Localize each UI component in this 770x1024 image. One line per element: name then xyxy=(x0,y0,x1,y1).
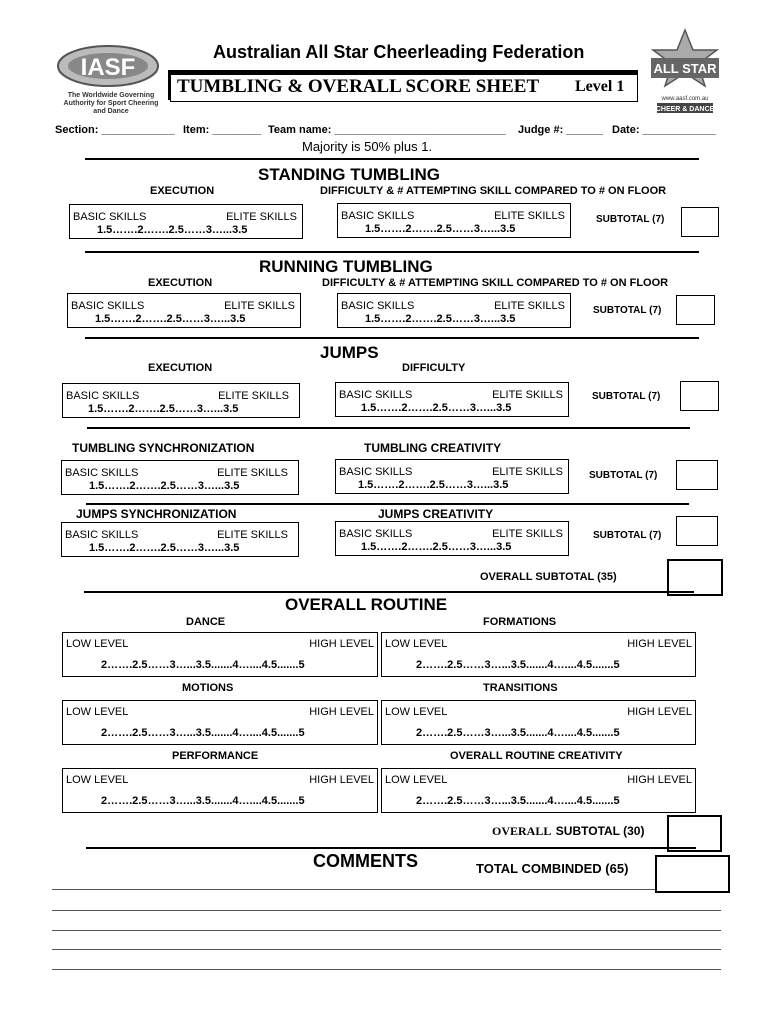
jumps-sync-subtotal-box[interactable] xyxy=(676,516,718,546)
dance-scale[interactable] xyxy=(62,632,378,677)
low-label: LOW LEVEL xyxy=(66,706,129,718)
overall-routine-title: OVERALL ROUTINE xyxy=(285,595,448,614)
low-label: LOW LEVEL xyxy=(385,774,448,786)
score-scale: 1.5…….2…….2.5……3…...3.5 xyxy=(361,402,512,414)
divider xyxy=(84,591,694,593)
majority-note: Majority is 50% plus 1. xyxy=(302,139,433,154)
transitions-scale[interactable] xyxy=(381,700,696,745)
standing-execution-scale[interactable] xyxy=(69,204,303,239)
elite-label: ELITE SKILLS xyxy=(492,528,563,540)
elite-label: ELITE SKILLS xyxy=(492,389,563,401)
running-difficulty-scale[interactable] xyxy=(337,293,571,328)
routine-creativity-scale[interactable] xyxy=(381,768,696,813)
score-scale: 1.5…….2…….2.5……3…...3.5 xyxy=(95,313,246,325)
score-scale: 2…….2.5……3…...3.5.......4…....4.5.......5 xyxy=(101,727,305,739)
comment-line[interactable] xyxy=(52,949,721,950)
transitions-head: TRANSITIONS xyxy=(483,682,558,694)
divider xyxy=(86,847,696,849)
running-title: RUNNING TUMBLING xyxy=(259,257,433,276)
score-scale: 1.5…….2…….2.5……3…...3.5 xyxy=(89,542,240,554)
running-left-head: EXECUTION xyxy=(148,277,213,289)
score-scale: 1.5…….2…….2.5……3…...3.5 xyxy=(365,223,516,235)
aasf-logo-sub: CHEER & DANCE xyxy=(655,106,715,113)
divider xyxy=(86,503,689,505)
score-scale: 1.5…….2…….2.5……3…...3.5 xyxy=(361,541,512,553)
tumbling-sync-head: TUMBLING SYNCHRONIZATION xyxy=(72,441,255,455)
elite-label: ELITE SKILLS xyxy=(494,300,565,312)
score-scale: 1.5…….2…….2.5……3…...3.5 xyxy=(97,224,248,236)
subtotal-30-text: SUBTOTAL (30) xyxy=(555,824,645,838)
team-name-field[interactable]: Team name: ____________________________ xyxy=(268,124,506,136)
routine-creativity-head: OVERALL ROUTINE CREATIVITY xyxy=(450,750,623,762)
running-execution-scale[interactable] xyxy=(67,293,301,328)
date-field[interactable]: Date: ____________ xyxy=(612,124,716,136)
running-right-head: DIFFICULTY & # ATTEMPTING SKILL COMPARED TO # ON FLOOR xyxy=(322,277,669,289)
total-combined-box[interactable] xyxy=(655,855,730,893)
judge-field[interactable]: Judge #: ______ xyxy=(518,124,603,136)
motions-scale[interactable] xyxy=(62,700,378,745)
jumps-sync-scale[interactable] xyxy=(61,522,299,557)
subtotal-label: SUBTOTAL (7) xyxy=(589,470,658,481)
elite-label: ELITE SKILLS xyxy=(218,390,289,402)
comment-line[interactable] xyxy=(52,969,721,970)
subtotal-label: SUBTOTAL (7) xyxy=(593,530,662,541)
elite-label: ELITE SKILLS xyxy=(226,211,297,223)
iasf-logo xyxy=(55,42,165,117)
formations-head: FORMATIONS xyxy=(483,616,557,628)
standing-left-head: EXECUTION xyxy=(150,185,215,197)
score-scale: 2…….2.5……3…...3.5.......4…....4.5.......5 xyxy=(416,727,620,739)
tumbling-sync-scale[interactable] xyxy=(61,460,299,495)
divider xyxy=(85,337,699,339)
basic-label: BASIC SKILLS xyxy=(339,389,413,401)
sheet-title-text: TUMBLING & OVERALL SCORE SHEET xyxy=(177,76,540,97)
score-scale: 1.5…….2…….2.5……3…...3.5 xyxy=(365,313,516,325)
basic-label: BASIC SKILLS xyxy=(339,466,413,478)
low-label: LOW LEVEL xyxy=(385,638,448,650)
score-scale: 1.5…….2…….2.5……3…...3.5 xyxy=(358,479,509,491)
performance-head: PERFORMANCE xyxy=(172,750,259,762)
sheet-title xyxy=(170,74,638,102)
basic-label: BASIC SKILLS xyxy=(66,390,140,402)
high-label: HIGH LEVEL xyxy=(309,638,374,650)
jumps-sync-head: JUMPS SYNCHRONIZATION xyxy=(76,507,237,521)
aasf-logo-text: ALL STAR xyxy=(653,61,717,76)
low-label: LOW LEVEL xyxy=(385,706,448,718)
jumps-right-head: DIFFICULTY xyxy=(402,362,466,374)
sheet-level: Level 1 xyxy=(575,78,625,95)
score-scale: 2…….2.5……3…...3.5.......4…....4.5.......5 xyxy=(416,659,620,671)
jumps-difficulty-scale[interactable] xyxy=(335,382,569,417)
item-field[interactable]: Item: ________ xyxy=(183,124,262,136)
elite-label: ELITE SKILLS xyxy=(217,529,288,541)
performance-scale[interactable] xyxy=(62,768,378,813)
basic-label: BASIC SKILLS xyxy=(73,211,147,223)
formations-scale[interactable] xyxy=(381,632,696,677)
comment-line[interactable] xyxy=(52,910,721,911)
elite-label: ELITE SKILLS xyxy=(494,210,565,222)
comments-title: COMMENTS xyxy=(313,851,418,871)
jumps-title: JUMPS xyxy=(320,343,379,362)
elite-label: ELITE SKILLS xyxy=(224,300,295,312)
jumps-execution-scale[interactable] xyxy=(62,383,300,418)
divider xyxy=(85,158,699,160)
standing-difficulty-scale[interactable] xyxy=(337,203,571,238)
score-scale: 1.5…….2…….2.5……3…...3.5 xyxy=(88,403,239,415)
section-field[interactable]: Section: ____________ xyxy=(55,124,175,136)
basic-label: BASIC SKILLS xyxy=(341,300,415,312)
subtotal-label: SUBTOTAL (7) xyxy=(592,391,661,402)
high-label: HIGH LEVEL xyxy=(309,774,374,786)
overall-word: OVERALL xyxy=(492,824,552,838)
logo-tagline: The Worldwide Governing Authority for Sport Cheering and Dance xyxy=(63,92,159,115)
basic-label: BASIC SKILLS xyxy=(339,528,413,540)
divider xyxy=(87,427,690,429)
subtotal-label: SUBTOTAL (7) xyxy=(593,305,662,316)
jumps-left-head: EXECUTION xyxy=(148,362,213,374)
comment-line[interactable] xyxy=(52,889,655,890)
high-label: HIGH LEVEL xyxy=(627,774,692,786)
basic-label: BASIC SKILLS xyxy=(65,467,139,479)
basic-label: BASIC SKILLS xyxy=(71,300,145,312)
overall-subtotal-30-label xyxy=(492,822,644,840)
jumps-creativity-scale[interactable] xyxy=(335,521,569,556)
score-scale: 2…….2.5……3…...3.5.......4…....4.5.......5 xyxy=(101,659,305,671)
org-title: Australian All Star Cheerleading Federation xyxy=(213,42,585,62)
score-scale: 2…….2.5……3…...3.5.......4…....4.5.......5 xyxy=(101,795,305,807)
basic-label: BASIC SKILLS xyxy=(65,529,139,541)
standing-right-head: DIFFICULTY & # ATTEMPTING SKILL COMPARED TO # ON FLOOR xyxy=(320,185,667,197)
high-label: HIGH LEVEL xyxy=(627,638,692,650)
aasf-logo xyxy=(645,28,725,114)
elite-label: ELITE SKILLS xyxy=(217,467,288,479)
basic-label: BASIC SKILLS xyxy=(341,210,415,222)
high-label: HIGH LEVEL xyxy=(309,706,374,718)
high-label: HIGH LEVEL xyxy=(627,706,692,718)
svg-text:IASF: IASF xyxy=(80,54,136,81)
low-label: LOW LEVEL xyxy=(66,774,129,786)
running-subtotal-box[interactable] xyxy=(676,295,715,325)
subtotal-label: SUBTOTAL (7) xyxy=(596,214,665,225)
divider xyxy=(85,251,699,253)
motions-head: MOTIONS xyxy=(182,682,234,694)
standing-subtotal-box[interactable] xyxy=(681,207,719,237)
score-scale: 1.5…….2…….2.5……3…...3.5 xyxy=(89,480,240,492)
standing-title: STANDING TUMBLING xyxy=(258,165,440,184)
tumbling-creativity-scale[interactable] xyxy=(335,459,569,494)
score-scale: 2…….2.5……3…...3.5.......4…....4.5.......5 xyxy=(416,795,620,807)
jumps-creativity-head: JUMPS CREATIVITY xyxy=(378,507,494,521)
elite-label: ELITE SKILLS xyxy=(492,466,563,478)
tumbling-sync-subtotal-box[interactable] xyxy=(676,460,718,490)
total-combined-label: TOTAL COMBINDED (65) xyxy=(476,861,629,876)
dance-head: DANCE xyxy=(186,616,226,628)
low-label: LOW LEVEL xyxy=(66,638,129,650)
tumbling-creativity-head: TUMBLING CREATIVITY xyxy=(364,441,502,455)
overall-subtotal-35-label: OVERALL SUBTOTAL (35) xyxy=(480,571,617,583)
comment-line[interactable] xyxy=(52,930,721,931)
jumps-subtotal-box[interactable] xyxy=(680,381,719,411)
aasf-logo-url: www.aasf.com.au xyxy=(661,96,709,102)
